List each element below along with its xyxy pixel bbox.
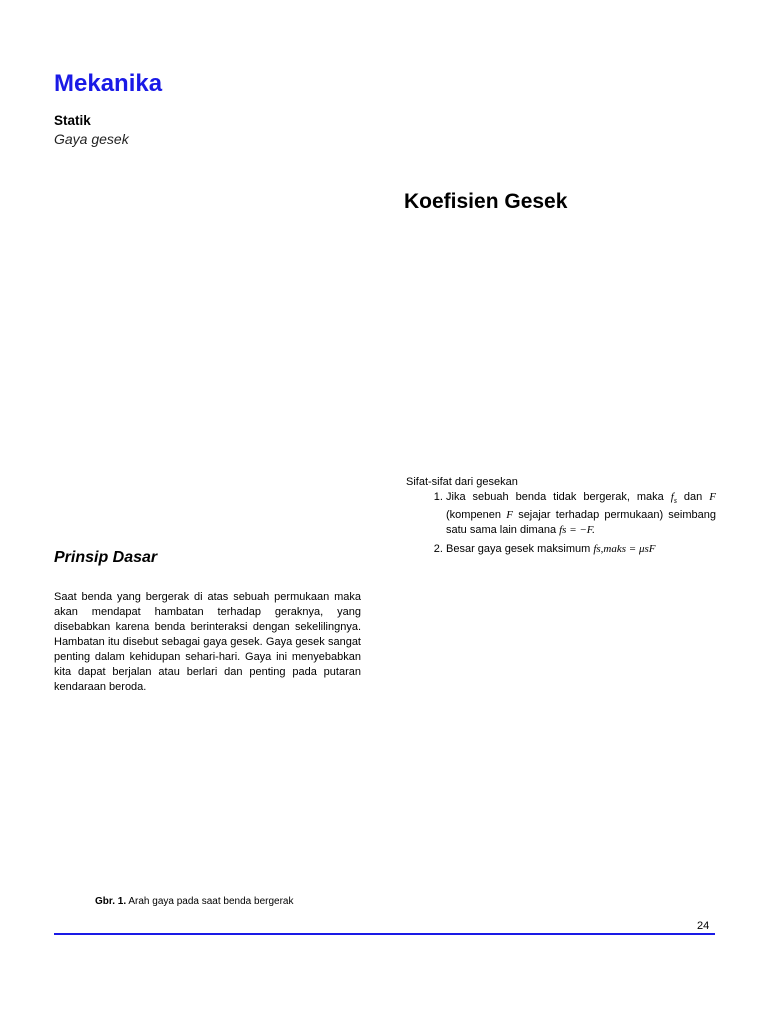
property-1-text: Jika sebuah benda tidak bergerak, maka: [446, 491, 664, 503]
property-1-dan: dan: [683, 491, 703, 503]
force-symbol-2: F: [506, 509, 513, 522]
prinsip-dasar-heading: Prinsip Dasar: [54, 549, 158, 566]
footer-rule: [54, 933, 715, 935]
koefisien-gesek-heading: Koefisien Gesek: [404, 190, 568, 213]
page-title: Mekanika: [54, 70, 163, 97]
max-friction-formula: fs,maks = μsF: [593, 543, 656, 556]
equilibrium-formula: fs = −F.: [559, 524, 595, 537]
property-item-1: [446, 490, 716, 538]
properties-list: [406, 490, 716, 557]
subsection-heading: Gaya gesek: [54, 131, 129, 147]
figure-caption-text: Arah gaya pada saat benda bergerak: [128, 896, 294, 907]
property-1-kompenen: (kompenen: [446, 509, 502, 522]
property-item-2: [446, 542, 716, 557]
fs-symbol: $f_s$: [670, 491, 677, 506]
section-heading: Statik: [54, 113, 91, 128]
property-2-text: Besar gaya gesek maksimum: [446, 543, 591, 556]
prinsip-dasar-paragraph: Saat benda yang bergerak di atas sebuah permukaan maka akan mendapat hambatan terhadap geraknya, yang disebabkan karena benda berinteraksi dengan sekelilingnya. Hambatan itu disebut sebagai gaya gesek. Gaya gesek sangat penting dalam kehidupan sehari-hari. Gaya ini menyebabkan kita dapat berjalan atau berlari dan penting pada putaran kendaraan beroda.: [54, 591, 361, 693]
properties-intro: Sifat-sifat dari gesekan: [406, 476, 518, 488]
friction-properties: [406, 475, 716, 557]
figure-label: Gbr. 1.: [95, 896, 127, 907]
page-number: 24: [697, 920, 710, 932]
force-symbol: F: [709, 491, 716, 503]
figure-caption: [95, 896, 293, 907]
property-1-tail: sejajar terhadap permukaan) seimbang satu sama lain dimana: [446, 509, 716, 537]
